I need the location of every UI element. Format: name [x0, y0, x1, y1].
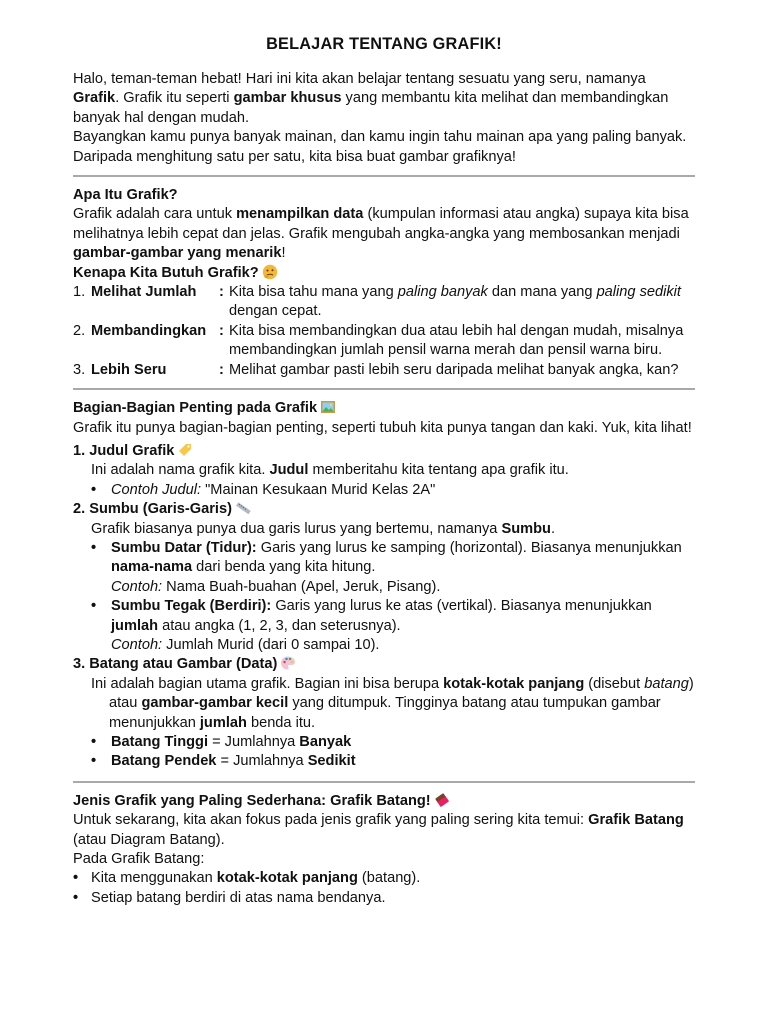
label-tag-icon [177, 442, 193, 458]
kenapa-list [73, 283, 695, 380]
judul-grafik-body: Ini adalah nama grafik kita. Judul memberitahu kita tentang apa grafik itu. [91, 462, 569, 479]
sumbu-tegak-example: Contoh: Jumlah Murid (dari 0 sampai 10). [111, 636, 380, 653]
list-item [91, 539, 695, 597]
section-title-apa-itu: Apa Itu Grafik? [73, 187, 178, 204]
ruler-icon [235, 500, 251, 516]
sumbu-heading [73, 500, 695, 519]
list-item [91, 597, 695, 655]
list-item: • Setiap batang berdiri di atas nama bendanya. [73, 889, 695, 908]
batang-heading-text: 3. Batang atau Gambar (Data) [73, 656, 278, 673]
item-colon: : [219, 322, 224, 339]
section-divider [73, 781, 695, 783]
batang-body-text: Ini adalah bagian utama grafik. Bagian ini bisa berupa kotak-kotak panjang (disebut batang) atau gambar-gambar kecil yang ditumpuk. Tingginya batang atau tumpukan gambar menunjukkan jumlah benda itu. [91, 675, 694, 731]
list-item [73, 361, 695, 380]
item-definition: Melihat gambar pasti lebih seru daripada melihat banyak angka, kan? [229, 361, 679, 378]
palette-icon [280, 655, 296, 671]
item-definition: Kita bisa membandingkan dua atau lebih hal dengan mudah, misalnya membandingkan jumlah pensil warna merah dan pensil warna biru. [229, 322, 684, 359]
sumbu-list [91, 539, 695, 655]
jenis-body: Untuk sekarang, kita akan fokus pada jenis grafik yang paling sering kita temui: Grafik Batang (atau Diagram Batang). [73, 812, 684, 848]
list-item [73, 283, 695, 322]
item-number: 1. [73, 284, 86, 301]
section-title-bagian [73, 399, 695, 418]
bagian-intro: Grafik itu punya bagian-bagian penting, seperti tubuh kita punya tangan dan kaki. Yuk, kita lihat! [73, 419, 692, 436]
list-item: • Batang Pendek = Jumlahnya Sedikit [91, 752, 695, 771]
item-definition: Kita bisa tahu mana yang paling banyak dan mana yang paling sedikit dengan cepat. [229, 284, 681, 320]
section-divider [73, 175, 695, 177]
chocolate-bar-icon [434, 792, 450, 808]
jenis-title-text: Jenis Grafik yang Paling Sederhana: Grafik Batang! [73, 792, 431, 809]
jenis-sub: Pada Grafik Batang: [73, 851, 205, 868]
batang-body [73, 675, 695, 733]
item-term: Melihat Jumlah [91, 284, 197, 301]
kenapa-title-text: Kenapa Kita Butuh Grafik? [73, 264, 259, 281]
list-item [73, 322, 695, 361]
sumbu-heading-text: 2. Sumbu (Garis-Garis) [73, 501, 232, 518]
section-divider [73, 388, 695, 390]
framed-picture-icon [320, 399, 336, 415]
section-title-kenapa [73, 264, 695, 283]
judul-example-list [91, 481, 695, 500]
item-number: 2. [73, 322, 86, 339]
sumbu-tegak-text: Sumbu Tegak (Berdiri): Garis yang lurus ke atas (vertikal). Biasanya menunjukkan jumlah atau angka (1, 2, 3, dan seterusnya). [111, 598, 652, 634]
item-term: Lebih Seru [91, 361, 167, 378]
list-item: • Contoh Judul: "Mainan Kesukaan Murid Kelas 2A" [91, 481, 695, 500]
item-term: Membandingkan [91, 322, 207, 339]
sumbu-datar-text: Sumbu Datar (Tidur): Garis yang lurus ke samping (horizontal). Biasanya menunjukkan nama-nama dari benda yang kita hitung. [111, 539, 682, 576]
sumbu-datar-example: Contoh: Nama Buah-buahan (Apel, Jeruk, Pisang). [111, 578, 441, 595]
bagian-title-text: Bagian-Bagian Penting pada Grafik [73, 400, 318, 417]
intro-paragraph-1: Halo, teman-teman hebat! Hari ini kita akan belajar tentang sesuatu yang seru, namanya Grafik. Grafik itu seperti gambar khusus yang membantu kita melihat dan membandingkan banyak hal dengan mudah. [73, 71, 669, 126]
section-title-jenis [73, 792, 695, 811]
jenis-list [73, 869, 695, 908]
item-colon: : [219, 284, 224, 301]
item-number: 3. [73, 361, 86, 378]
page-title: BELAJAR TENTANG GRAFIK! [266, 35, 502, 53]
sumbu-body: Grafik biasanya punya dua garis lurus yang bertemu, namanya Sumbu. [91, 520, 556, 537]
list-item: • Kita menggunakan kotak-kotak panjang (batang). [73, 869, 695, 888]
thinking-face-icon [262, 264, 278, 280]
document-page [73, 34, 695, 908]
judul-heading-text: 1. Judul Grafik [73, 442, 175, 459]
apa-itu-body: Grafik adalah cara untuk menampilkan data (kumpulan informasi atau angka) supaya kita bisa melihatnya lebih cepat dan jelas. Grafik mengubah angka-angka yang membosankan menjadi gambar-gambar yang menarik! [73, 206, 689, 262]
batang-heading [73, 655, 695, 674]
intro-paragraph-2: Bayangkan kamu punya banyak mainan, dan kamu ingin tahu mainan apa yang paling banyak. Daripada menghitung satu per satu, kita bisa buat gambar grafiknya! [73, 129, 687, 165]
list-item: • Batang Tinggi = Jumlahnya Banyak [91, 733, 695, 752]
item-colon: : [219, 361, 224, 378]
judul-grafik-heading [73, 442, 695, 461]
batang-list [91, 733, 695, 772]
